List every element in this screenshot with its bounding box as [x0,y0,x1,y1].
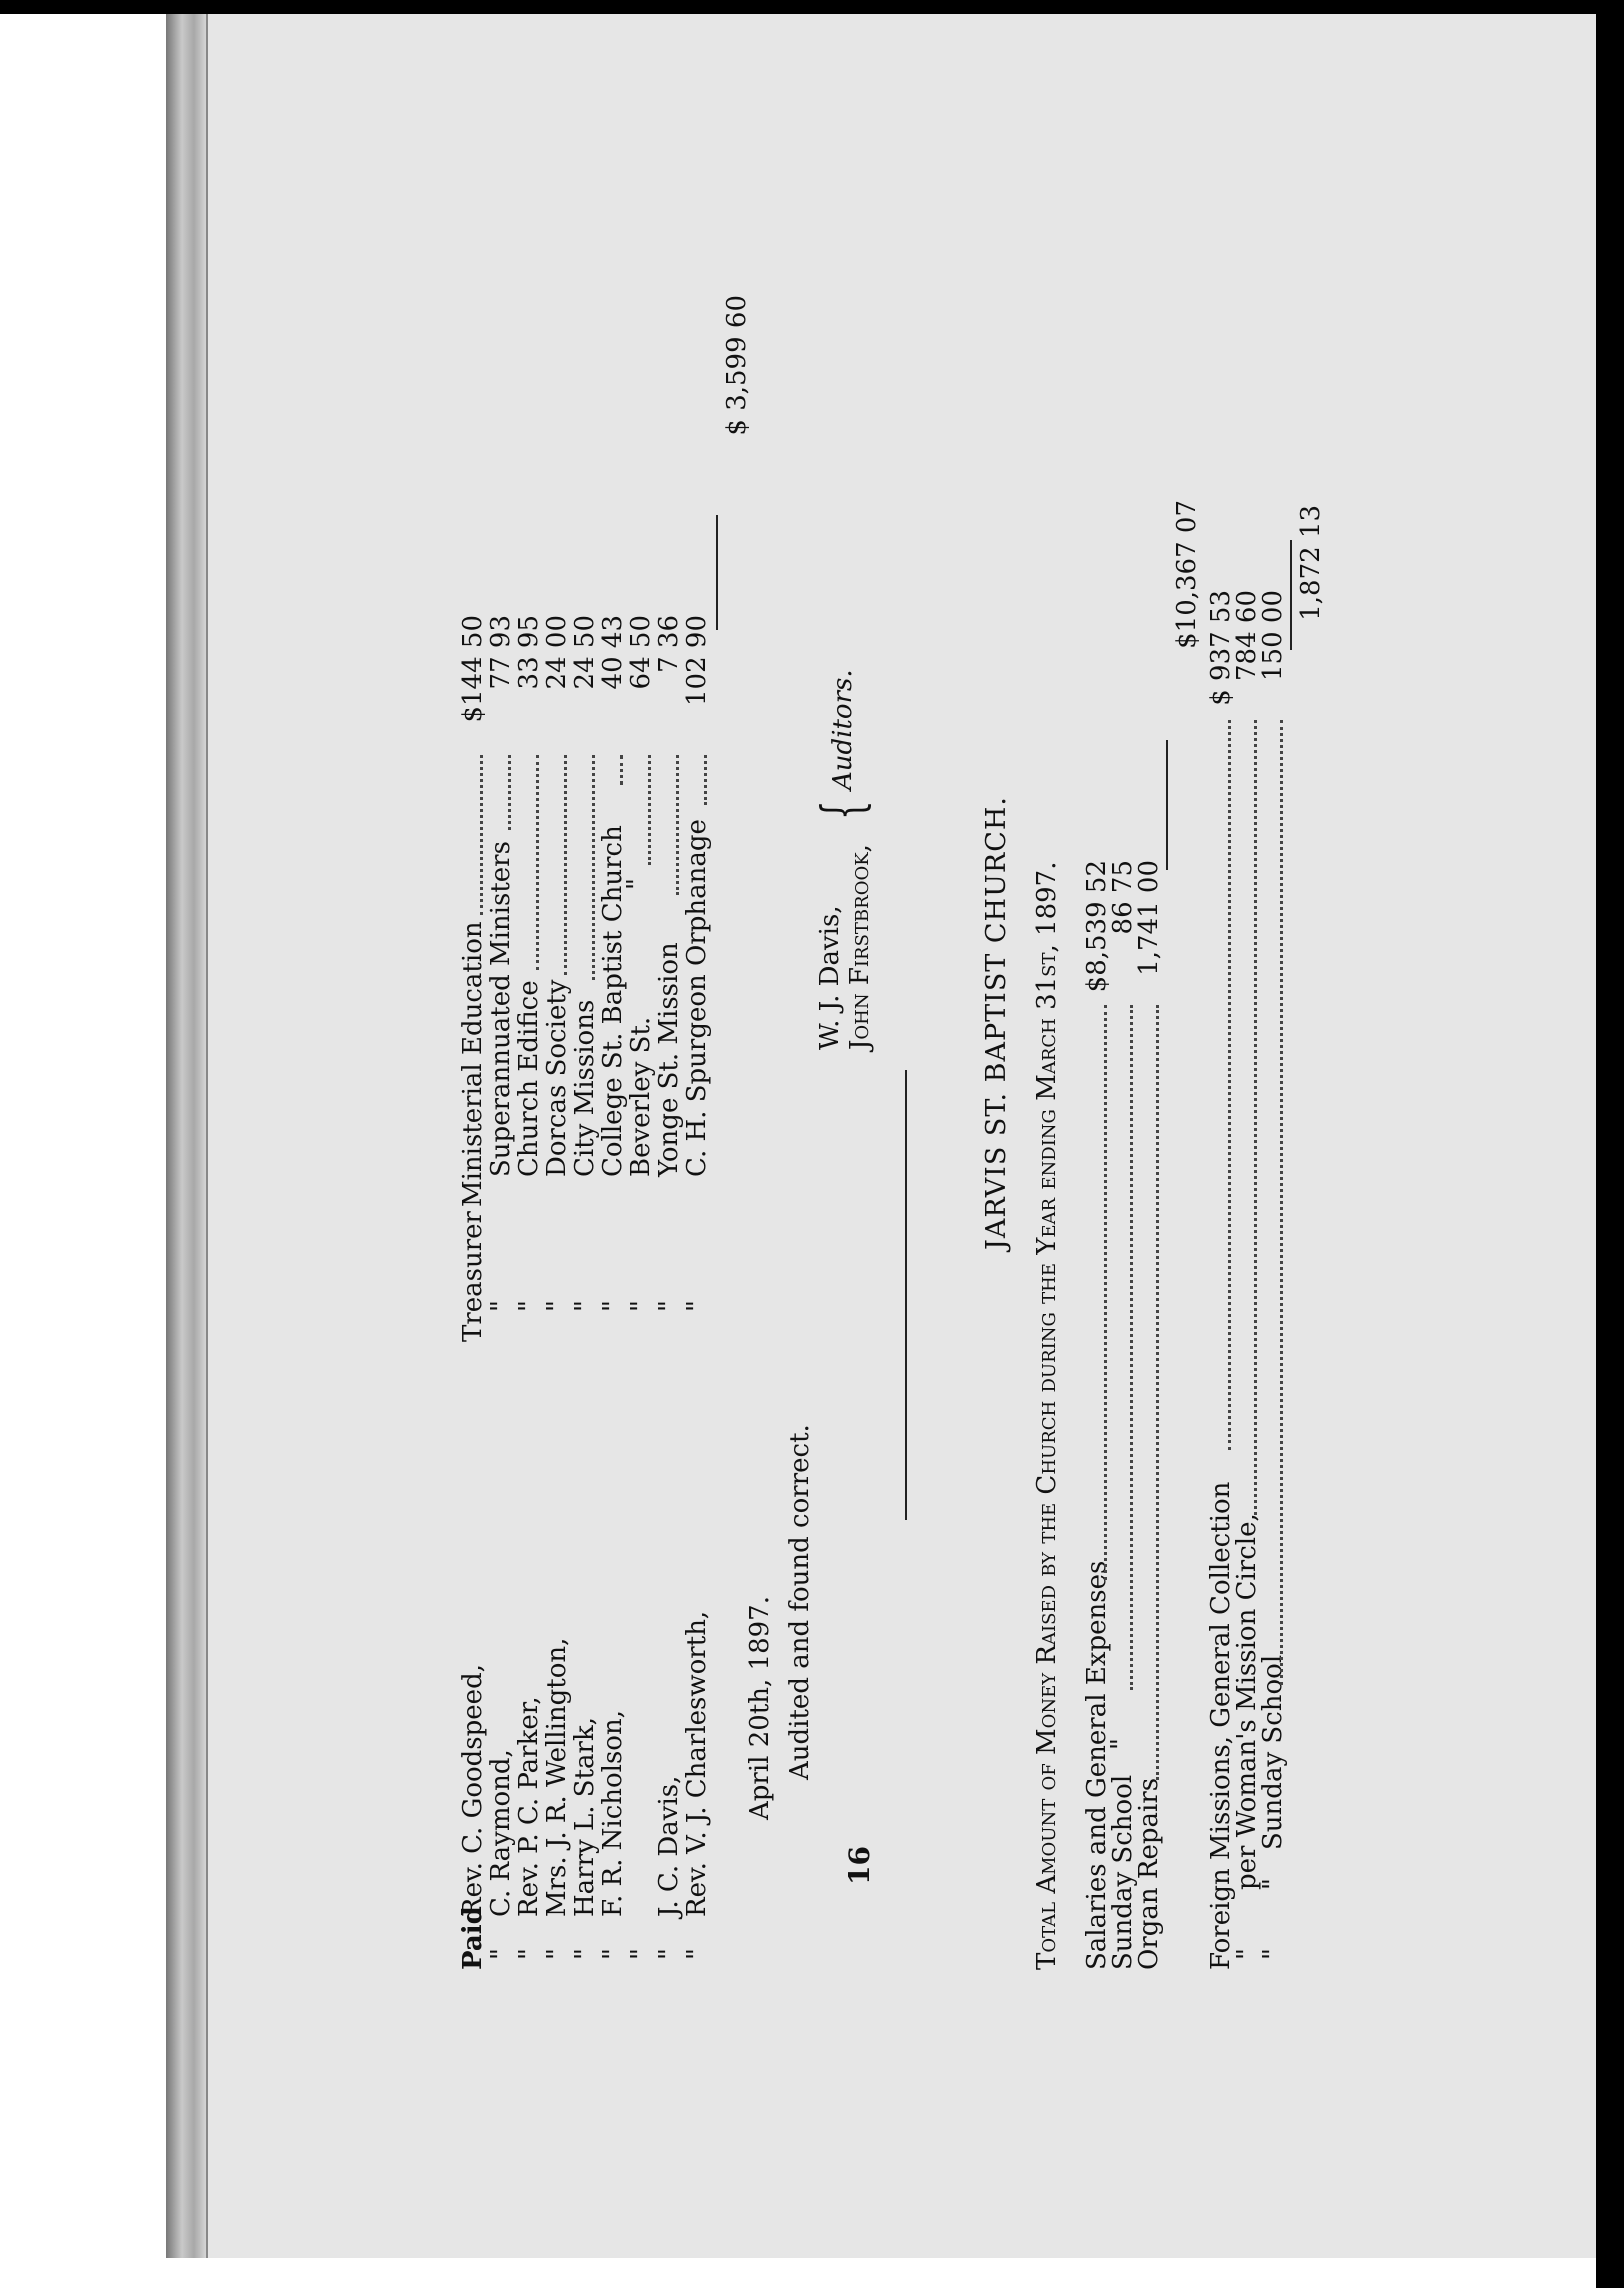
church-subheading: Total Amount of Money Raised by the Church during the Year ending March 31st, 1897. [1032,861,1062,1970]
page-number: 16 [843,1846,876,1885]
ditto-mark: " [1106,1738,1136,1750]
leader-dots [1228,720,1231,1450]
auditors-label: Auditors. [828,669,858,790]
fund-name: Ministerial Education [458,921,488,1207]
ditto-mark: " [1258,1878,1288,1890]
leader-dots [536,755,539,970]
missions-amount: 150 00 [1258,590,1288,681]
auditor-name: W. J. Davis, [815,905,845,1050]
leader-dots [1254,720,1257,1515]
expenses-total: $10,367 07 [1172,500,1202,649]
payment-amount: $144 50 [458,615,488,723]
ditto-mark: " [1258,1948,1288,1960]
paid-label: Paid [458,1906,488,1970]
fund-name: Dorcas Society [542,979,572,1177]
auditor-name: John Firstbrook, [845,844,875,1050]
expense-label: Sunday School [1108,1774,1138,1970]
payee-name: Rev. P. C. Parker, [514,1696,544,1917]
missions-label: Foreign Missions, General Collection [1206,1481,1236,1970]
section-divider [905,1070,907,1520]
expense-label: Salaries and General Expenses [1082,1560,1112,1970]
leader-dots [1104,1005,1107,1580]
ditto-mark: " [514,1948,544,1960]
payment-amount: 33 95 [514,615,544,690]
ditto-mark: " [486,1300,516,1312]
payment-amount: 24 00 [542,615,572,690]
brace: { [811,800,876,820]
leader-dots [564,755,567,975]
ditto-mark: " [570,1300,600,1312]
scan-border-top [0,0,1624,14]
fund-name: Church Edifice [514,980,544,1177]
treasurer-label: Treasurer [458,1211,488,1342]
payment-amount: 64 50 [626,615,656,690]
expense-amount: $8,539 52 [1082,860,1112,993]
ditto-mark: " [1232,1948,1262,1960]
leader-dots [1280,720,1283,1685]
scan-margin-bottom [166,2258,1596,2288]
ditto-mark: " [654,1948,684,1960]
fund-name: Beverley St. [626,1016,656,1177]
fund-name: College St. Baptist Church [598,825,628,1177]
leader-dots [480,755,483,915]
payment-amount: 102 90 [682,615,712,706]
payment-amount: 7 36 [654,615,684,673]
ditto-mark: " [626,1948,656,1960]
total-rule [716,515,718,630]
leader-dots [1130,1005,1133,1690]
ditto-mark: " [570,1948,600,1960]
ditto-mark: " [542,1948,572,1960]
ditto-mark: " [486,1948,516,1960]
leader-dots [1156,1005,1159,1780]
missions-label: per Woman's Mission Circle, [1232,1513,1262,1890]
expense-label: Organ Repairs [1134,1777,1164,1970]
leader-dots [592,755,595,980]
payee-name: C. Raymond, [486,1749,516,1917]
leader-dots [676,755,679,895]
payee-name: Mrs. J. R. Wellington, [542,1637,572,1917]
leader-dots [508,755,511,830]
ditto-mark: " [682,1300,712,1312]
expense-amount: 86 75 [1108,860,1138,935]
ditto-mark: " [542,1300,572,1312]
audit-statement: Audited and found correct. [785,1424,815,1780]
payee-name: Rev. V. J. Charlesworth, [682,1610,712,1917]
leader-dots [704,755,707,805]
ditto-mark: " [514,1300,544,1312]
page-edge-shadow [166,6,206,2258]
ditto-mark: " [598,1300,628,1312]
fund-name: Superannuated Ministers [486,841,516,1177]
total-rule [1290,540,1292,650]
missions-amount: $ 937 53 [1206,590,1236,706]
fund-name: C. H. Spurgeon Orphanage [682,819,712,1177]
ditto-mark: " [682,1948,712,1960]
payment-amount: 24 50 [570,615,600,690]
rotated-ledger-text [400,180,1550,2080]
payment-amount: 77 93 [486,615,516,690]
missions-label: Sunday School [1258,1654,1288,1850]
audit-date: April 20th, 1897. [745,1596,775,1820]
payee-name: F. R. Nicholson, [598,1710,628,1917]
leader-dots [648,755,651,865]
church-heading: JARVIS ST. BAPTIST CHURCH. [981,796,1012,1250]
ditto-mark: " [598,1948,628,1960]
payments-total: $ 3,599 60 [722,295,752,436]
scan-border-right [1596,0,1624,2288]
total-rule [1166,740,1168,870]
fund-name: City Missions [570,999,600,1177]
payee-name: J. C. Davis, [654,1775,684,1917]
ditto-mark: " [654,1300,684,1312]
fund-name: Yonge St. Mission [654,942,684,1177]
payment-amount: 40 43 [598,615,628,690]
leader-dots [620,755,623,785]
ditto-mark: " [626,1300,656,1312]
expense-amount: 1,741 00 [1134,860,1164,976]
ditto-mark: " [622,878,652,890]
payee-name: Rev. C. Goodspeed, [458,1664,488,1917]
missions-amount: 784 60 [1232,590,1262,681]
missions-total: 1,872 13 [1296,505,1326,621]
payee-name: Harry L. Stark, [570,1717,600,1917]
